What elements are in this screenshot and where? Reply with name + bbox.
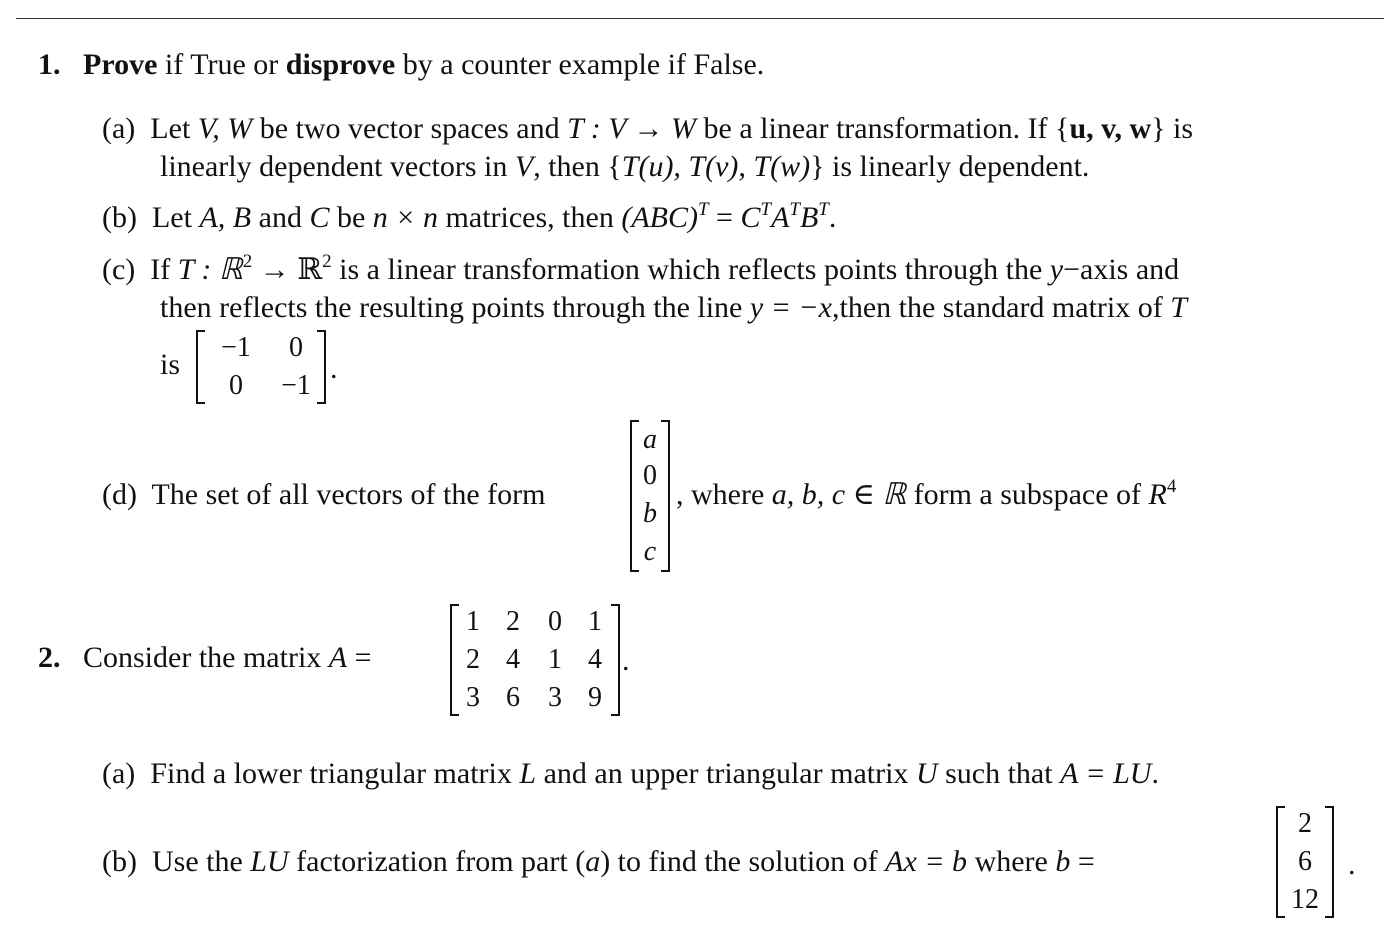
q2a-label: (a) (102, 757, 136, 790)
q2-math-a: A (328, 641, 348, 674)
q2-eq: = (347, 641, 372, 674)
q2a-math-eqn: A = LU (1060, 757, 1152, 790)
q2b-math-b: b (1055, 845, 1071, 878)
q1d-text: The set of all vectors of the form (151, 478, 546, 511)
q2-end: . (622, 644, 630, 677)
q1d-text-3: form a subspace of (906, 478, 1149, 511)
q1-heading-text-2: by a counter example if False. (395, 48, 765, 81)
q1c-sup-2: 2 (322, 251, 332, 272)
q1a-line2 (160, 152, 1089, 182)
q1a-text: Let (150, 112, 198, 145)
q1c-end: . (330, 352, 338, 385)
matrix-cell: −1 (281, 370, 311, 401)
q2b-math-eqn: Ax = b (885, 845, 968, 878)
q1a-math-tfun: T(u), T(v), T(w) (621, 150, 811, 183)
q1-prove: Prove (83, 48, 158, 81)
q1b-text: Let (151, 201, 200, 234)
q1a-line1 (102, 114, 1193, 144)
q1a-text-6: , then { (533, 150, 622, 183)
q1a-math-t: T : V → W (567, 112, 697, 145)
q1d-vector (630, 420, 670, 572)
vector-cell: 12 (1291, 884, 1319, 915)
q1-heading-text: if True or (157, 48, 286, 81)
q2b-text-2: factorization from part ( (288, 845, 586, 878)
q1b-math-nxn: n × n (372, 201, 439, 234)
q1c-math-T: T (1170, 291, 1187, 324)
q1c-math-t: T : ℝ (177, 253, 243, 286)
matrix-cell: −1 (221, 332, 251, 363)
matrix-cell: 9 (588, 682, 602, 713)
matrix-cell: 4 (588, 644, 602, 675)
q1d-comma: , (676, 478, 684, 511)
q1c-math-y: y (1049, 253, 1064, 286)
q2b-end: . (1348, 848, 1356, 881)
matrix-cell: 2 (466, 644, 480, 675)
q1c-arrow: → ℝ (252, 253, 323, 286)
q2b-eq: = (1070, 845, 1095, 878)
matrix-cell: 1 (588, 606, 602, 637)
q1c-line2 (160, 293, 1187, 323)
vector-cell: 6 (1298, 846, 1312, 877)
q1b-math-ab: A, B (199, 201, 252, 234)
q1c-line1 (102, 251, 1180, 286)
q1b-label: (b) (102, 201, 137, 234)
q1a-math-vw: V, W (197, 112, 253, 145)
q2a-math-u: U (915, 757, 938, 790)
matrix-cell: 6 (506, 682, 520, 713)
q1d-line-rest (676, 476, 1177, 511)
q1b-text-4: matrices, then (438, 201, 622, 234)
vector-cell: 0 (643, 460, 657, 491)
vector-cell: 2 (1298, 808, 1312, 839)
q1-number: 1. (38, 48, 61, 81)
q2a-text: Find a lower triangular matrix (150, 757, 520, 790)
q1a-text-5: linearly dependent vectors in (160, 150, 515, 183)
q1b-sup-3: T (789, 199, 800, 220)
q2b-text-4: where (967, 845, 1056, 878)
q1-disprove: disprove (285, 48, 396, 81)
q1c-sup-1: 2 (242, 251, 253, 272)
q1c-matrix (196, 330, 326, 404)
q1d-text-2: where (691, 478, 772, 511)
vector-cell: a (643, 424, 657, 455)
q1a-text-7: } is linearly dependent. (810, 150, 1090, 183)
q1-heading (38, 50, 764, 80)
q2a-text-2: and an upper triangular matrix (536, 757, 916, 790)
q1c-text-5: ,then the standard matrix of (832, 291, 1171, 324)
q1b-math-c2: C (740, 201, 761, 234)
q2b-text: Use the (151, 845, 251, 878)
q1d-line (102, 480, 545, 510)
q1a-math-v: V (514, 150, 534, 183)
q2-line (38, 643, 372, 673)
q2b-line (102, 847, 1095, 877)
q1b-sup-1: T (697, 199, 709, 220)
q2b-vector (1276, 806, 1334, 918)
q1c-is: is (160, 348, 181, 381)
q2a-math-l: L (519, 757, 537, 790)
matrix-cell: 3 (548, 682, 562, 713)
q1a-label: (a) (102, 112, 136, 145)
vector-cell: b (643, 498, 657, 529)
q1b-math-c: C (309, 201, 330, 234)
q1d-math-r: R (1148, 478, 1167, 511)
q2-number: 2. (38, 641, 61, 674)
matrix-cell: 1 (466, 606, 480, 637)
q1b-math-a2: A (771, 201, 790, 234)
q2b-math-lu: LU (250, 845, 289, 878)
q2b-text-3: ) to find the solution of (600, 845, 886, 878)
q1d-label: (d) (102, 478, 137, 511)
q1d-sup: 4 (1166, 476, 1177, 497)
q1a-text-3: be a linear transformation. If { (696, 112, 1070, 145)
q2b-label: (b) (102, 845, 137, 878)
q1b-end: . (828, 201, 837, 234)
matrix-cell: 2 (506, 606, 520, 637)
q1b-math-b2: B (799, 201, 819, 234)
matrix-cell: 0 (289, 332, 303, 363)
q1a-vectors: u, v, w (1069, 112, 1152, 145)
q1b-eq: = (708, 201, 741, 234)
q2b-math-a: a (585, 845, 601, 878)
q1c-math-line: y = −x (749, 291, 832, 324)
matrix-cell: 0 (229, 370, 243, 401)
q2a-end: . (1151, 757, 1159, 790)
matrix-cell: 0 (548, 606, 562, 637)
q1a-text-2: be two vector spaces and (252, 112, 568, 145)
matrix-cell: 3 (466, 682, 480, 713)
q1b-line (102, 199, 837, 234)
vector-cell: c (643, 536, 657, 567)
matrix-cell: 4 (506, 644, 520, 675)
q1c-text-4: then reflects the resulting points through the line (160, 291, 750, 324)
q2-text: Consider the matrix (83, 641, 329, 674)
q1c-text: If (150, 253, 178, 286)
q2a-text-3: such that (937, 757, 1061, 790)
q1b-text-2: and (251, 201, 310, 234)
q1b-sup-2: T (760, 199, 772, 220)
q1c-label: (c) (102, 253, 136, 286)
q2-matrix (450, 604, 620, 716)
q1b-text-3: be (329, 201, 373, 234)
q2a-line (102, 759, 1159, 789)
q1b-math-lhs: (ABC) (621, 201, 698, 234)
top-rule (16, 18, 1384, 19)
q1c-text-3: −axis and (1063, 253, 1180, 286)
q1c-text-2: is a linear transformation which reflects points through the (331, 253, 1050, 286)
q1a-text-4: } is (1151, 112, 1194, 145)
q1d-math: a, b, c ∈ ℝ (771, 478, 907, 511)
q1b-sup-4: T (818, 199, 829, 220)
matrix-cell: 1 (548, 644, 562, 675)
